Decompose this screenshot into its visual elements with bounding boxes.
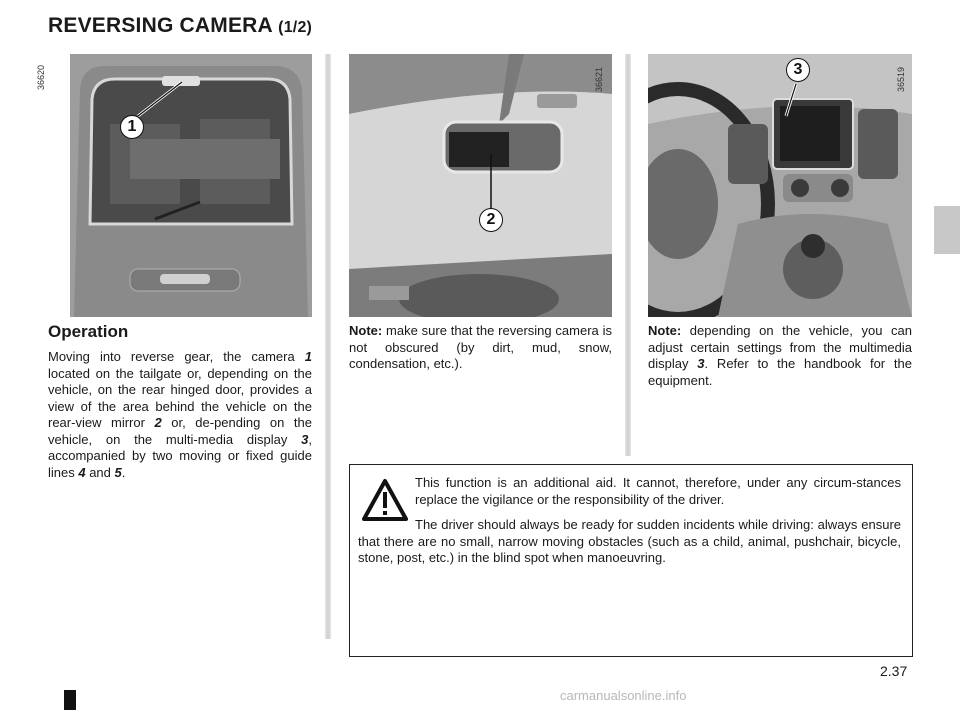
note-display: Note: depending on the vehicle, you can adjust certain settings from the multimedia display 3. Refer to the handbook for the equipment. [648, 323, 913, 388]
note-mirror: Note: make sure that the reversing camera is not obscured (by dirt, mud, snow, condensation, etc.). [349, 323, 612, 371]
callout-3: 3 [786, 58, 810, 82]
watermark: carmanualsonline.info [560, 688, 687, 703]
multimedia-display-photo [648, 54, 912, 317]
warning-triangle-icon [362, 478, 408, 522]
column-divider-left [325, 54, 331, 639]
mirror-display [449, 132, 509, 167]
column-divider-right [625, 54, 631, 456]
image-ref-code: 36620 [36, 64, 46, 90]
rear-view-mirror-photo [349, 54, 612, 317]
page-title-sub: (1/2) [278, 19, 313, 36]
page-number: 2.37 [880, 663, 908, 679]
image-ref-code: 36519 [896, 66, 906, 92]
chapter-tab [934, 206, 960, 254]
callout-1: 1 [120, 115, 144, 139]
warning-text-1: This function is an additional aid. It cannot, therefore, under any circum-stances replace the vigilance or the responsibility of the driver. [415, 475, 901, 507]
warning-box [349, 464, 913, 657]
corner-mark [64, 690, 76, 710]
multimedia-screen [780, 106, 840, 161]
warning-text-2: The driver should always be ready for sudden incidents while driving: always ensure that there are no small, narrow moving obstacles (such as a child, animal, pushchair, bicycle, stone, post, etc.) in the blind spot when manoeuvring. [358, 517, 901, 565]
page-title-main: REVERSING CAMERA [48, 14, 273, 37]
tailgate-camera-photo [70, 54, 312, 317]
operation-heading: Operation [48, 322, 129, 341]
page-title [48, 14, 312, 38]
image-ref-code: 36621 [594, 66, 604, 92]
operation-text: Moving into reverse gear, the camera 1 located on the tailgate or, depending on the vehicle, on the rear hinged door, provides a view of the area behind the vehicle on the rear-view mirror 2 or, de-pending on the vehicle, on the multi-media display 3, accompanied by two moving or fixed guide lines 4 and 5. [48, 349, 312, 480]
callout-2: 2 [479, 208, 503, 232]
